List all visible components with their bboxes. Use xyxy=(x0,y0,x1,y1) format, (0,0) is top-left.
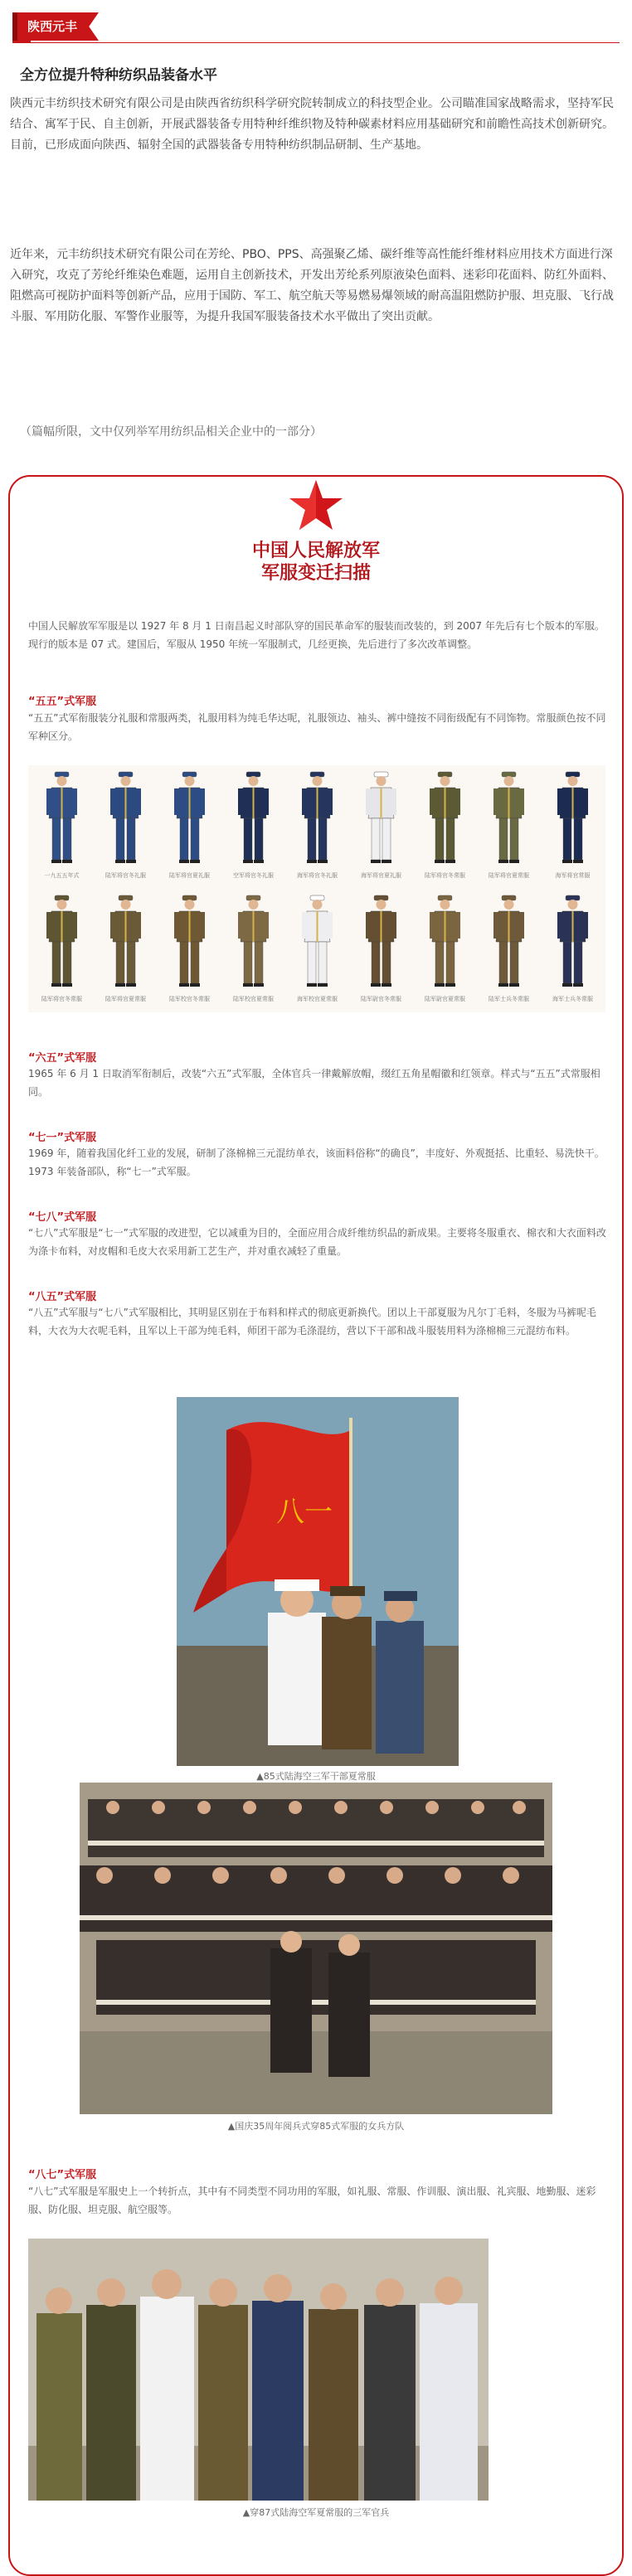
uniform-figure xyxy=(221,889,285,1012)
uniform-caption: 陆军校官夏常服 xyxy=(233,996,274,1002)
uniform-figure xyxy=(285,765,349,889)
uniform-caption: 陆军将官冬礼服 xyxy=(105,872,146,879)
uniform-styles-grid xyxy=(28,765,605,1012)
panel-intro: 中国人民解放军军服是以 1927 年 8 月 1 日南昌起义时部队穿的国民革命军的服装而改装的，到 2007 年先后有七个版本的军服。现行的版本是 07 式。建国后，军服从 1950 年统一军服制式，几经更换，先后进行了多次改革调整。 xyxy=(28,620,605,650)
uniform-figure xyxy=(158,889,221,1012)
uniform-caption: 海军校官夏常服 xyxy=(297,996,338,1002)
uniform-figure-illustration xyxy=(94,769,158,866)
uniform-figure xyxy=(413,765,477,889)
section-78-text: “七八”式军服是“七一”式军服的改进型，它以减重为目的，全面应用合成纤维纺织品的新成果。主要将冬服重衣、棉衣和大衣面料改为涤卡布料，对皮帽和毛皮大衣采用新工艺生产，并对重衣减轻了重量。 xyxy=(28,1227,606,1257)
uniform-figure xyxy=(413,889,477,1012)
photo-87-officers xyxy=(28,2239,489,2501)
uniform-figure-illustration xyxy=(349,892,413,990)
uniform-figure-illustration xyxy=(158,892,221,990)
uniform-caption: 陆军士兵冬常服 xyxy=(489,996,529,1002)
uniform-figure-illustration xyxy=(413,892,477,990)
uniform-caption: 陆军尉官冬常服 xyxy=(361,996,401,1002)
section-71-title: “七一”式军服 xyxy=(28,1132,97,1144)
uniform-figure xyxy=(477,765,541,889)
uniform-figure-illustration xyxy=(30,892,94,990)
uniform-figure xyxy=(94,765,158,889)
uniform-caption: 一九五五年式 xyxy=(44,872,80,879)
uniform-caption: 陆军将官冬常服 xyxy=(41,996,82,1002)
photo-85-three-services xyxy=(177,1397,459,1766)
uniform-caption: 陆军将官夏礼服 xyxy=(169,872,210,879)
section-55-text: “五五”式军衔服装分礼服和常服两类，礼服用料为纯毛华达呢，礼服领边、袖头、裤中缝按不同衔级配有不同饰物。常服颜色按不同军种区分。 xyxy=(28,712,606,742)
uniform-figure xyxy=(285,889,349,1012)
section-87-title: “八七”式军服 xyxy=(28,2169,97,2181)
uniform-figure xyxy=(349,889,413,1012)
section-55-title: “五五”式军服 xyxy=(28,696,97,708)
uniform-figure xyxy=(541,765,605,889)
section-65-text: 1965 年 6 月 1 日取消军衔制后，改装“六五”式军服，全体官兵一律戴解放帽，缀红五角星帽徽和红领章。样式与“五五”式常服相同。 xyxy=(28,1068,600,1098)
panel-title-line-2: 军服变迁扫描 xyxy=(260,563,371,584)
photo-caption-3: ▲穿87式陆海空军夏常服的三军官兵 xyxy=(242,2507,390,2518)
uniform-figure xyxy=(541,889,605,1012)
uniform-figure xyxy=(94,889,158,1012)
uniform-figure-illustration xyxy=(221,892,285,990)
header-divider xyxy=(12,42,620,43)
uniform-figure xyxy=(158,765,221,889)
uniform-figure xyxy=(349,765,413,889)
brand-tag xyxy=(12,12,99,41)
section-85-title: “八五”式军服 xyxy=(28,1291,97,1303)
uniform-figure-illustration xyxy=(221,769,285,866)
uniform-figure-illustration xyxy=(285,892,349,990)
svg-text:八一: 八一 xyxy=(276,1496,333,1529)
space-note: （篇幅所限，文中仅列举军用纺织品相关企业中的一部分） xyxy=(20,425,322,439)
section-78-title: “七八”式军服 xyxy=(28,1211,97,1224)
panel-title-line-1: 中国人民解放军 xyxy=(251,541,380,561)
photo-caption-2: ▲国庆35周年阅兵式穿85式军服的女兵方队 xyxy=(227,2121,405,2132)
uniform-caption: 空军将官冬礼服 xyxy=(233,872,274,879)
uniform-figure-illustration xyxy=(349,769,413,866)
uniform-figure-illustration xyxy=(541,769,605,866)
tag-label: 陕西元丰 xyxy=(27,19,78,34)
uniform-figure-illustration xyxy=(477,769,541,866)
uniform-caption: 陆军将官夏常服 xyxy=(105,996,146,1002)
red-star-icon xyxy=(288,478,344,531)
section-65-title: “六五”式军服 xyxy=(28,1052,97,1065)
uniform-caption: 陆军将官夏常服 xyxy=(489,872,529,879)
photo-womens-parade xyxy=(80,1783,552,2114)
uniform-figure xyxy=(30,889,94,1012)
photo-caption-1: ▲85式陆海空三军干部夏常服 xyxy=(256,1771,376,1782)
section-85-text: “八五”式军服与“七八”式军服相比，其明显区别在于布料和样式的彻底更新换代。团以上干部夏服为凡尔丁毛料，冬服为马裤呢毛料，大衣为大衣呢毛料，且军以上干部为纯毛料，师团干部为毛涤混纺，营以下干部和战斗服装用料为涤棉棉三元混纺布料。 xyxy=(28,1307,596,1337)
uniform-figure-illustration xyxy=(30,769,94,866)
uniform-figure-illustration xyxy=(158,769,221,866)
uniform-caption: 海军将官冬礼服 xyxy=(297,872,338,879)
uniform-caption: 海军将官夏礼服 xyxy=(361,872,401,879)
uniform-figure-illustration xyxy=(413,769,477,866)
section-71-text: 1969 年，随着我国化纤工业的发展，研制了涤棉棉三元混纺单衣，该面料俗称“的确良”，丰度好、外观挺括、比重轻、易洗快干。1973 年装备部队，称“七一”式军服。 xyxy=(28,1147,605,1177)
uniform-figure xyxy=(221,765,285,889)
uniform-caption: 陆军将官冬常服 xyxy=(425,872,465,879)
uniform-caption: 陆军尉官夏常服 xyxy=(425,996,465,1002)
uniform-figure-illustration xyxy=(94,892,158,990)
uniform-caption: 海军士兵冬常服 xyxy=(552,996,593,1002)
intro-paragraph-1: 陕西元丰纺织技术研究有限公司是由陕西省纺织科学研究院转制成立的科技型企业。公司瞄准国家战略需求，坚持军民结合、寓军于民、自主创新，开展武器装备专用特种纤维织物及特种碳素材料应用基础研究和前瞻性高技术创新研究。目前，已形成面向陕西、辐射全国的武器装备专用特种纺织制品研制、生产基地。 xyxy=(10,97,614,152)
uniform-figure xyxy=(30,765,94,889)
uniform-figure-illustration xyxy=(285,769,349,866)
uniform-caption: 陆军校官冬常服 xyxy=(169,996,210,1002)
uniform-figure xyxy=(477,889,541,1012)
article-subtitle: 全方位提升特种纺织品装备水平 xyxy=(20,67,217,84)
section-87-text: “八七”式军服是军服史上一个转折点，其中有不同类型不同功用的军服，如礼服、常服、作训服、演出服、礼宾服、地勤服、迷彩服、防化服、坦克服、航空服等。 xyxy=(28,2185,596,2215)
intro-paragraph-2: 近年来，元丰纺织技术研究有限公司在芳纶、PBO、PPS、高强聚乙烯、碳纤维等高性能纤维材料应用技术方面进行深入研究，攻克了芳纶纤维染色难题，运用自主创新技术，开发出芳纶系列原液染色面料、迷彩印花面料、防红外面料、阻燃高可视防护面料等创新产品，应用于国防、军工、航空航天等易燃易爆领域的耐高温阻燃防护服、坦克服、飞行战斗服、军用防化服、军警作业服等，为提升我国军服装备技术水平做出了突出贡献。 xyxy=(10,248,614,323)
tag-stripe xyxy=(12,12,17,41)
uniform-figure-illustration xyxy=(541,892,605,990)
uniform-figure-illustration xyxy=(477,892,541,990)
uniform-caption: 海军将官常服 xyxy=(555,872,591,879)
